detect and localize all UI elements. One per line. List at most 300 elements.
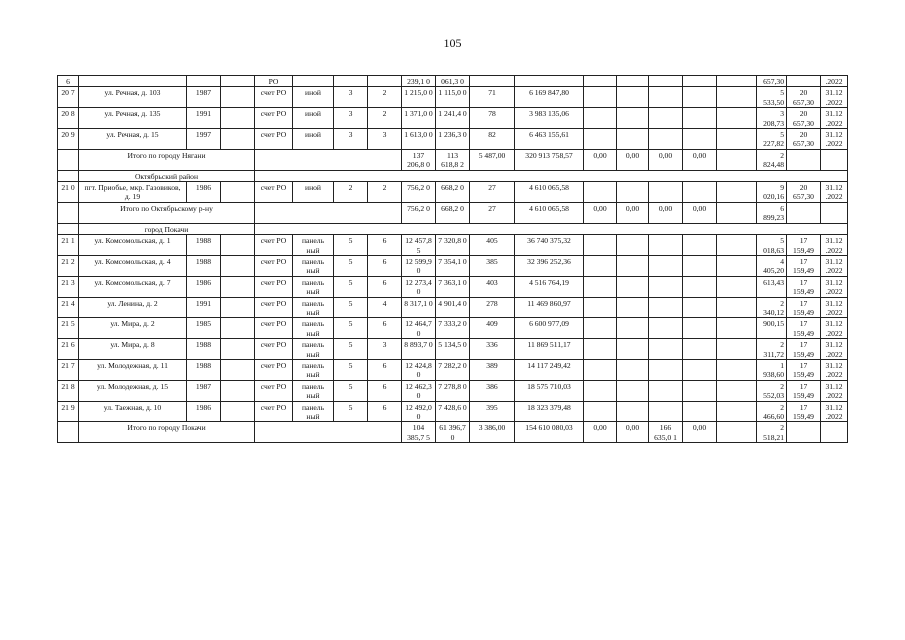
address-cell: ул. Речная, д. 15 — [79, 129, 187, 150]
cost-cell: 166 635,0 1 — [649, 422, 683, 443]
floors-cell: 3 — [334, 87, 368, 108]
total-area-cell: 137 206,8 0 — [402, 149, 436, 170]
living-area-cell: 1 236,3 0 — [436, 129, 470, 150]
cost-cell — [617, 297, 649, 318]
entrances-cell: 6 — [368, 255, 402, 276]
blank-cell — [221, 108, 255, 129]
total-cost-cell: 6 463 155,61 — [515, 129, 584, 150]
wall-material-cell: иной — [293, 129, 334, 150]
address-cell: ул. Комсомольская, д. 4 — [79, 255, 187, 276]
cost-cell — [683, 380, 717, 401]
cost-cell — [717, 129, 757, 150]
entrances-cell: 4 — [368, 297, 402, 318]
living-area-cell: 1 241,4 0 — [436, 108, 470, 129]
living-area-cell: 7 333,2 0 — [436, 318, 470, 339]
max-unit-cost-cell: 20 657,30 — [787, 108, 821, 129]
total-cost-cell: 32 396 252,36 — [515, 255, 584, 276]
living-area-cell: 1 115,0 0 — [436, 87, 470, 108]
max-unit-cost-cell — [787, 149, 821, 170]
total-cost-cell — [515, 76, 584, 87]
table-row — [58, 129, 848, 150]
blank-cell — [58, 149, 79, 170]
cost-cell: 0,00 — [617, 149, 649, 170]
address-cell — [79, 76, 187, 87]
total-cost-cell: 320 913 758,57 — [515, 149, 584, 170]
cost-cell — [649, 276, 683, 297]
row-number: 20 9 — [58, 129, 79, 150]
cost-cell — [649, 76, 683, 87]
max-unit-cost-cell: 20 657,30 — [787, 129, 821, 150]
total-label-cell: Итого по Октябрьскому р-ну — [79, 202, 255, 223]
cost-cell — [584, 318, 617, 339]
blank-cell — [221, 318, 255, 339]
blank-cell — [58, 223, 79, 234]
cost-cell — [683, 318, 717, 339]
year-cell: 1986 — [187, 182, 221, 203]
row-number: 21 8 — [58, 380, 79, 401]
max-unit-cost-cell: 17 159,49 — [787, 318, 821, 339]
completion-date-cell: 31.12 .2022 — [821, 359, 848, 380]
entrances-cell: 6 — [368, 380, 402, 401]
cost-cell — [649, 108, 683, 129]
wall-material-cell: панель ный — [293, 401, 334, 422]
cost-cell — [584, 235, 617, 256]
blank-cell — [255, 170, 848, 181]
blank-cell — [255, 223, 848, 234]
cost-cell — [717, 202, 757, 223]
blank-cell — [58, 202, 79, 223]
fund-method-cell: счет РО — [255, 235, 293, 256]
cost-cell — [717, 76, 757, 87]
unit-cost-cell: 613,43 — [757, 276, 787, 297]
cost-cell — [617, 87, 649, 108]
cost-cell — [683, 108, 717, 129]
total-area-cell: 12 273,4 0 — [402, 276, 436, 297]
living-area-cell: 061,3 0 — [436, 76, 470, 87]
row-number: 21 2 — [58, 255, 79, 276]
wall-material-cell: иной — [293, 182, 334, 203]
living-area-cell: 7 282,2 0 — [436, 359, 470, 380]
total-area-cell: 12 462,3 0 — [402, 380, 436, 401]
table-row — [58, 359, 848, 380]
total-cost-cell: 36 740 375,32 — [515, 235, 584, 256]
total-row — [58, 202, 848, 223]
cost-cell — [617, 276, 649, 297]
total-cost-cell: 18 575 710,03 — [515, 380, 584, 401]
entrances-cell: 6 — [368, 235, 402, 256]
cost-cell — [649, 235, 683, 256]
cost-cell — [717, 422, 757, 443]
wall-material-cell — [293, 76, 334, 87]
table-row — [58, 235, 848, 256]
wall-material-cell: иной — [293, 87, 334, 108]
wall-material-cell: панель ный — [293, 235, 334, 256]
max-unit-cost-cell: 17 159,49 — [787, 339, 821, 360]
total-cost-cell: 4 516 764,19 — [515, 276, 584, 297]
address-cell: ул. Ленина, д. 2 — [79, 297, 187, 318]
max-unit-cost-cell: 17 159,49 — [787, 255, 821, 276]
fund-method-cell: счет РО — [255, 297, 293, 318]
residents-cell: 278 — [470, 297, 515, 318]
living-area-cell: 7 354,1 0 — [436, 255, 470, 276]
cost-cell: 0,00 — [649, 202, 683, 223]
fund-method-cell: счет РО — [255, 380, 293, 401]
fund-method-cell: счет РО — [255, 359, 293, 380]
cost-cell — [617, 255, 649, 276]
entrances-cell: 6 — [368, 318, 402, 339]
completion-date-cell: 31.12 .2022 — [821, 182, 848, 203]
max-unit-cost-cell: 20 657,30 — [787, 182, 821, 203]
blank-cell — [221, 87, 255, 108]
total-cost-cell: 6 600 977,09 — [515, 318, 584, 339]
year-cell: 1988 — [187, 339, 221, 360]
cost-cell — [717, 276, 757, 297]
cost-cell — [683, 359, 717, 380]
residents-cell: 5 487,00 — [470, 149, 515, 170]
cost-cell: 0,00 — [683, 149, 717, 170]
cost-cell — [617, 182, 649, 203]
unit-cost-cell: 2 518,21 — [757, 422, 787, 443]
blank-cell — [221, 276, 255, 297]
year-cell: 1987 — [187, 380, 221, 401]
floors-cell: 5 — [334, 380, 368, 401]
entrances-cell: 6 — [368, 276, 402, 297]
fund-method-cell: счет РО — [255, 318, 293, 339]
wall-material-cell: панель ный — [293, 255, 334, 276]
unit-cost-cell: 4 405,20 — [757, 255, 787, 276]
cost-cell — [717, 318, 757, 339]
entrances-cell: 2 — [368, 182, 402, 203]
fund-method-cell: счет РО — [255, 255, 293, 276]
row-number: 20 7 — [58, 87, 79, 108]
table-row — [58, 87, 848, 108]
floors-cell: 5 — [334, 359, 368, 380]
address-cell: ул. Мира, д. 2 — [79, 318, 187, 339]
fund-method-cell: счет РО — [255, 276, 293, 297]
floors-cell: 3 — [334, 108, 368, 129]
cost-cell — [584, 401, 617, 422]
row-number: 21 4 — [58, 297, 79, 318]
entrances-cell: 2 — [368, 87, 402, 108]
cost-cell — [683, 297, 717, 318]
cost-cell — [717, 339, 757, 360]
year-cell: 1987 — [187, 87, 221, 108]
total-area-cell: 12 464,7 0 — [402, 318, 436, 339]
cost-cell — [683, 235, 717, 256]
total-area-cell: 12 457,8 5 — [402, 235, 436, 256]
blank-cell — [255, 422, 402, 443]
residents-cell: 82 — [470, 129, 515, 150]
cost-cell: 0,00 — [584, 149, 617, 170]
max-unit-cost-cell: 17 159,49 — [787, 297, 821, 318]
max-unit-cost-cell — [787, 422, 821, 443]
completion-date-cell — [821, 149, 848, 170]
unit-cost-cell: 2 824,48 — [757, 149, 787, 170]
completion-date-cell: .2022 — [821, 76, 848, 87]
cost-cell: 0,00 — [683, 422, 717, 443]
cost-cell — [649, 297, 683, 318]
max-unit-cost-cell: 17 159,49 — [787, 235, 821, 256]
living-area-cell: 7 428,6 0 — [436, 401, 470, 422]
fund-method-cell: счет РО — [255, 108, 293, 129]
total-area-cell: 12 599,9 0 — [402, 255, 436, 276]
entrances-cell: 3 — [368, 129, 402, 150]
cost-cell — [683, 401, 717, 422]
fund-method-cell: счет РО — [255, 129, 293, 150]
table-row — [58, 255, 848, 276]
max-unit-cost-cell: 20 657,30 — [787, 87, 821, 108]
cost-cell — [584, 87, 617, 108]
cost-cell — [617, 129, 649, 150]
unit-cost-cell: 9 020,16 — [757, 182, 787, 203]
completion-date-cell — [821, 202, 848, 223]
cost-cell — [683, 76, 717, 87]
total-area-cell: 756,2 0 — [402, 202, 436, 223]
wall-material-cell: панель ный — [293, 318, 334, 339]
living-area-cell: 668,2 0 — [436, 182, 470, 203]
cost-cell — [617, 380, 649, 401]
table-row — [58, 339, 848, 360]
blank-cell — [221, 380, 255, 401]
district-title: город Покачи — [79, 223, 255, 234]
cost-cell — [717, 235, 757, 256]
unit-cost-cell: 2 340,12 — [757, 297, 787, 318]
table-row — [58, 182, 848, 203]
total-area-cell: 1 371,0 0 — [402, 108, 436, 129]
wall-material-cell: панель ный — [293, 276, 334, 297]
entrances-cell: 6 — [368, 359, 402, 380]
total-cost-cell: 11 869 511,17 — [515, 339, 584, 360]
cost-cell — [617, 401, 649, 422]
district-title: Октябрьский район — [79, 170, 255, 181]
row-number: 21 0 — [58, 182, 79, 203]
unit-cost-cell: 5 018,63 — [757, 235, 787, 256]
cost-cell — [649, 339, 683, 360]
living-area-cell: 7 363,1 0 — [436, 276, 470, 297]
year-cell: 1986 — [187, 401, 221, 422]
unit-cost-cell: 900,15 — [757, 318, 787, 339]
max-unit-cost-cell — [787, 76, 821, 87]
max-unit-cost-cell: 17 159,49 — [787, 401, 821, 422]
residents-cell: 336 — [470, 339, 515, 360]
floors-cell: 2 — [334, 182, 368, 203]
year-cell: 1986 — [187, 276, 221, 297]
fund-method-cell: счет РО — [255, 339, 293, 360]
blank-cell — [255, 202, 402, 223]
completion-date-cell — [821, 422, 848, 443]
address-cell: пгт. Приобье, мкр. Газовиков, д. 19 — [79, 182, 187, 203]
blank-cell — [255, 149, 402, 170]
cost-cell — [584, 380, 617, 401]
cost-cell — [717, 255, 757, 276]
max-unit-cost-cell — [787, 202, 821, 223]
table-row — [58, 318, 848, 339]
total-cost-cell: 11 469 860,97 — [515, 297, 584, 318]
page-number: 105 — [443, 36, 462, 50]
cost-cell — [683, 276, 717, 297]
total-label-cell: Итого по городу Покачи — [79, 422, 255, 443]
blank-cell — [221, 129, 255, 150]
blank-cell — [221, 401, 255, 422]
cost-cell — [717, 108, 757, 129]
unit-cost-cell: 5 227,82 — [757, 129, 787, 150]
cost-cell — [617, 108, 649, 129]
residents-cell: 405 — [470, 235, 515, 256]
living-area-cell: 7 320,8 0 — [436, 235, 470, 256]
entrances-cell: 2 — [368, 108, 402, 129]
row-number: 21 1 — [58, 235, 79, 256]
blank-cell — [221, 76, 255, 87]
year-cell: 1988 — [187, 359, 221, 380]
cost-cell — [717, 359, 757, 380]
completion-date-cell: 31.12 .2022 — [821, 339, 848, 360]
cost-cell — [683, 87, 717, 108]
cost-cell: 0,00 — [617, 202, 649, 223]
entrances-cell — [368, 76, 402, 87]
completion-date-cell: 31.12 .2022 — [821, 129, 848, 150]
completion-date-cell: 31.12 .2022 — [821, 235, 848, 256]
living-area-cell: 4 901,4 0 — [436, 297, 470, 318]
unit-cost-cell: 2 311,72 — [757, 339, 787, 360]
residents-cell: 27 — [470, 202, 515, 223]
cost-cell — [584, 359, 617, 380]
total-cost-cell: 4 610 065,58 — [515, 202, 584, 223]
cost-cell — [617, 76, 649, 87]
residents-cell: 395 — [470, 401, 515, 422]
table-row — [58, 76, 848, 87]
table-row — [58, 297, 848, 318]
floors-cell: 5 — [334, 276, 368, 297]
cost-cell — [584, 108, 617, 129]
address-cell: ул. Комсомольская, д. 7 — [79, 276, 187, 297]
row-number: 21 5 — [58, 318, 79, 339]
cost-cell — [584, 255, 617, 276]
row-number: 20 8 — [58, 108, 79, 129]
cost-cell — [649, 380, 683, 401]
cost-cell — [584, 276, 617, 297]
cost-cell — [617, 318, 649, 339]
blank-cell — [221, 339, 255, 360]
total-cost-cell: 14 117 249,42 — [515, 359, 584, 380]
cost-cell — [617, 359, 649, 380]
cost-cell — [717, 87, 757, 108]
wall-material-cell: панель ный — [293, 380, 334, 401]
floors-cell: 5 — [334, 339, 368, 360]
blank-cell — [221, 297, 255, 318]
year-cell: 1988 — [187, 235, 221, 256]
floors-cell: 5 — [334, 297, 368, 318]
cost-cell — [649, 359, 683, 380]
district-header-row — [58, 170, 848, 181]
year-cell: 1997 — [187, 129, 221, 150]
total-area-cell: 756,2 0 — [402, 182, 436, 203]
address-cell: ул. Таежная, д. 10 — [79, 401, 187, 422]
total-cost-cell: 3 983 135,06 — [515, 108, 584, 129]
floors-cell — [334, 76, 368, 87]
address-cell: ул. Речная, д. 135 — [79, 108, 187, 129]
district-header-row — [58, 223, 848, 234]
residents-cell — [470, 76, 515, 87]
residents-cell: 409 — [470, 318, 515, 339]
total-cost-cell: 154 610 080,03 — [515, 422, 584, 443]
cost-cell — [683, 339, 717, 360]
floors-cell: 5 — [334, 318, 368, 339]
unit-cost-cell: 5 533,50 — [757, 87, 787, 108]
cost-cell — [584, 129, 617, 150]
blank-cell — [221, 235, 255, 256]
cost-cell: 0,00 — [649, 149, 683, 170]
row-number: 21 3 — [58, 276, 79, 297]
address-cell: ул. Комсомольская, д. 1 — [79, 235, 187, 256]
residents-cell: 71 — [470, 87, 515, 108]
total-row — [58, 422, 848, 443]
total-cost-cell: 4 610 065,58 — [515, 182, 584, 203]
table-row — [58, 401, 848, 422]
wall-material-cell: панель ный — [293, 297, 334, 318]
completion-date-cell: 31.12 .2022 — [821, 108, 848, 129]
wall-material-cell: панель ный — [293, 359, 334, 380]
blank-cell — [58, 422, 79, 443]
completion-date-cell: 31.12 .2022 — [821, 380, 848, 401]
year-cell — [187, 76, 221, 87]
blank-cell — [221, 255, 255, 276]
fund-method-cell: счет РО — [255, 87, 293, 108]
row-number: 21 9 — [58, 401, 79, 422]
table-row — [58, 108, 848, 129]
year-cell: 1988 — [187, 255, 221, 276]
floors-cell: 5 — [334, 255, 368, 276]
cost-cell — [717, 149, 757, 170]
wall-material-cell: иной — [293, 108, 334, 129]
blank-cell — [221, 182, 255, 203]
unit-cost-cell: 1 938,60 — [757, 359, 787, 380]
cost-cell — [717, 182, 757, 203]
cost-cell — [617, 235, 649, 256]
cost-cell — [649, 255, 683, 276]
floors-cell: 5 — [334, 401, 368, 422]
unit-cost-cell: 6 899,23 — [757, 202, 787, 223]
cost-cell — [584, 339, 617, 360]
living-area-cell: 668,2 0 — [436, 202, 470, 223]
max-unit-cost-cell: 17 159,49 — [787, 276, 821, 297]
table-row — [58, 380, 848, 401]
cost-cell — [717, 401, 757, 422]
cost-cell — [649, 401, 683, 422]
cost-cell — [649, 129, 683, 150]
year-cell: 1985 — [187, 318, 221, 339]
residents-cell: 27 — [470, 182, 515, 203]
residents-cell: 78 — [470, 108, 515, 129]
living-area-cell: 7 278,8 0 — [436, 380, 470, 401]
row-number: 21 6 — [58, 339, 79, 360]
entrances-cell: 6 — [368, 401, 402, 422]
completion-date-cell: 31.12 .2022 — [821, 318, 848, 339]
blank-cell — [58, 170, 79, 181]
fund-method-cell: счет РО — [255, 401, 293, 422]
blank-cell — [221, 359, 255, 380]
residents-cell: 3 386,00 — [470, 422, 515, 443]
cost-cell: 0,00 — [683, 202, 717, 223]
total-area-cell: 1 613,0 0 — [402, 129, 436, 150]
cost-cell — [584, 76, 617, 87]
completion-date-cell: 31.12 .2022 — [821, 255, 848, 276]
cost-cell — [649, 87, 683, 108]
completion-date-cell: 31.12 .2022 — [821, 87, 848, 108]
year-cell: 1991 — [187, 108, 221, 129]
total-area-cell: 12 424,8 0 — [402, 359, 436, 380]
total-cost-cell: 6 169 847,80 — [515, 87, 584, 108]
cost-cell: 0,00 — [617, 422, 649, 443]
